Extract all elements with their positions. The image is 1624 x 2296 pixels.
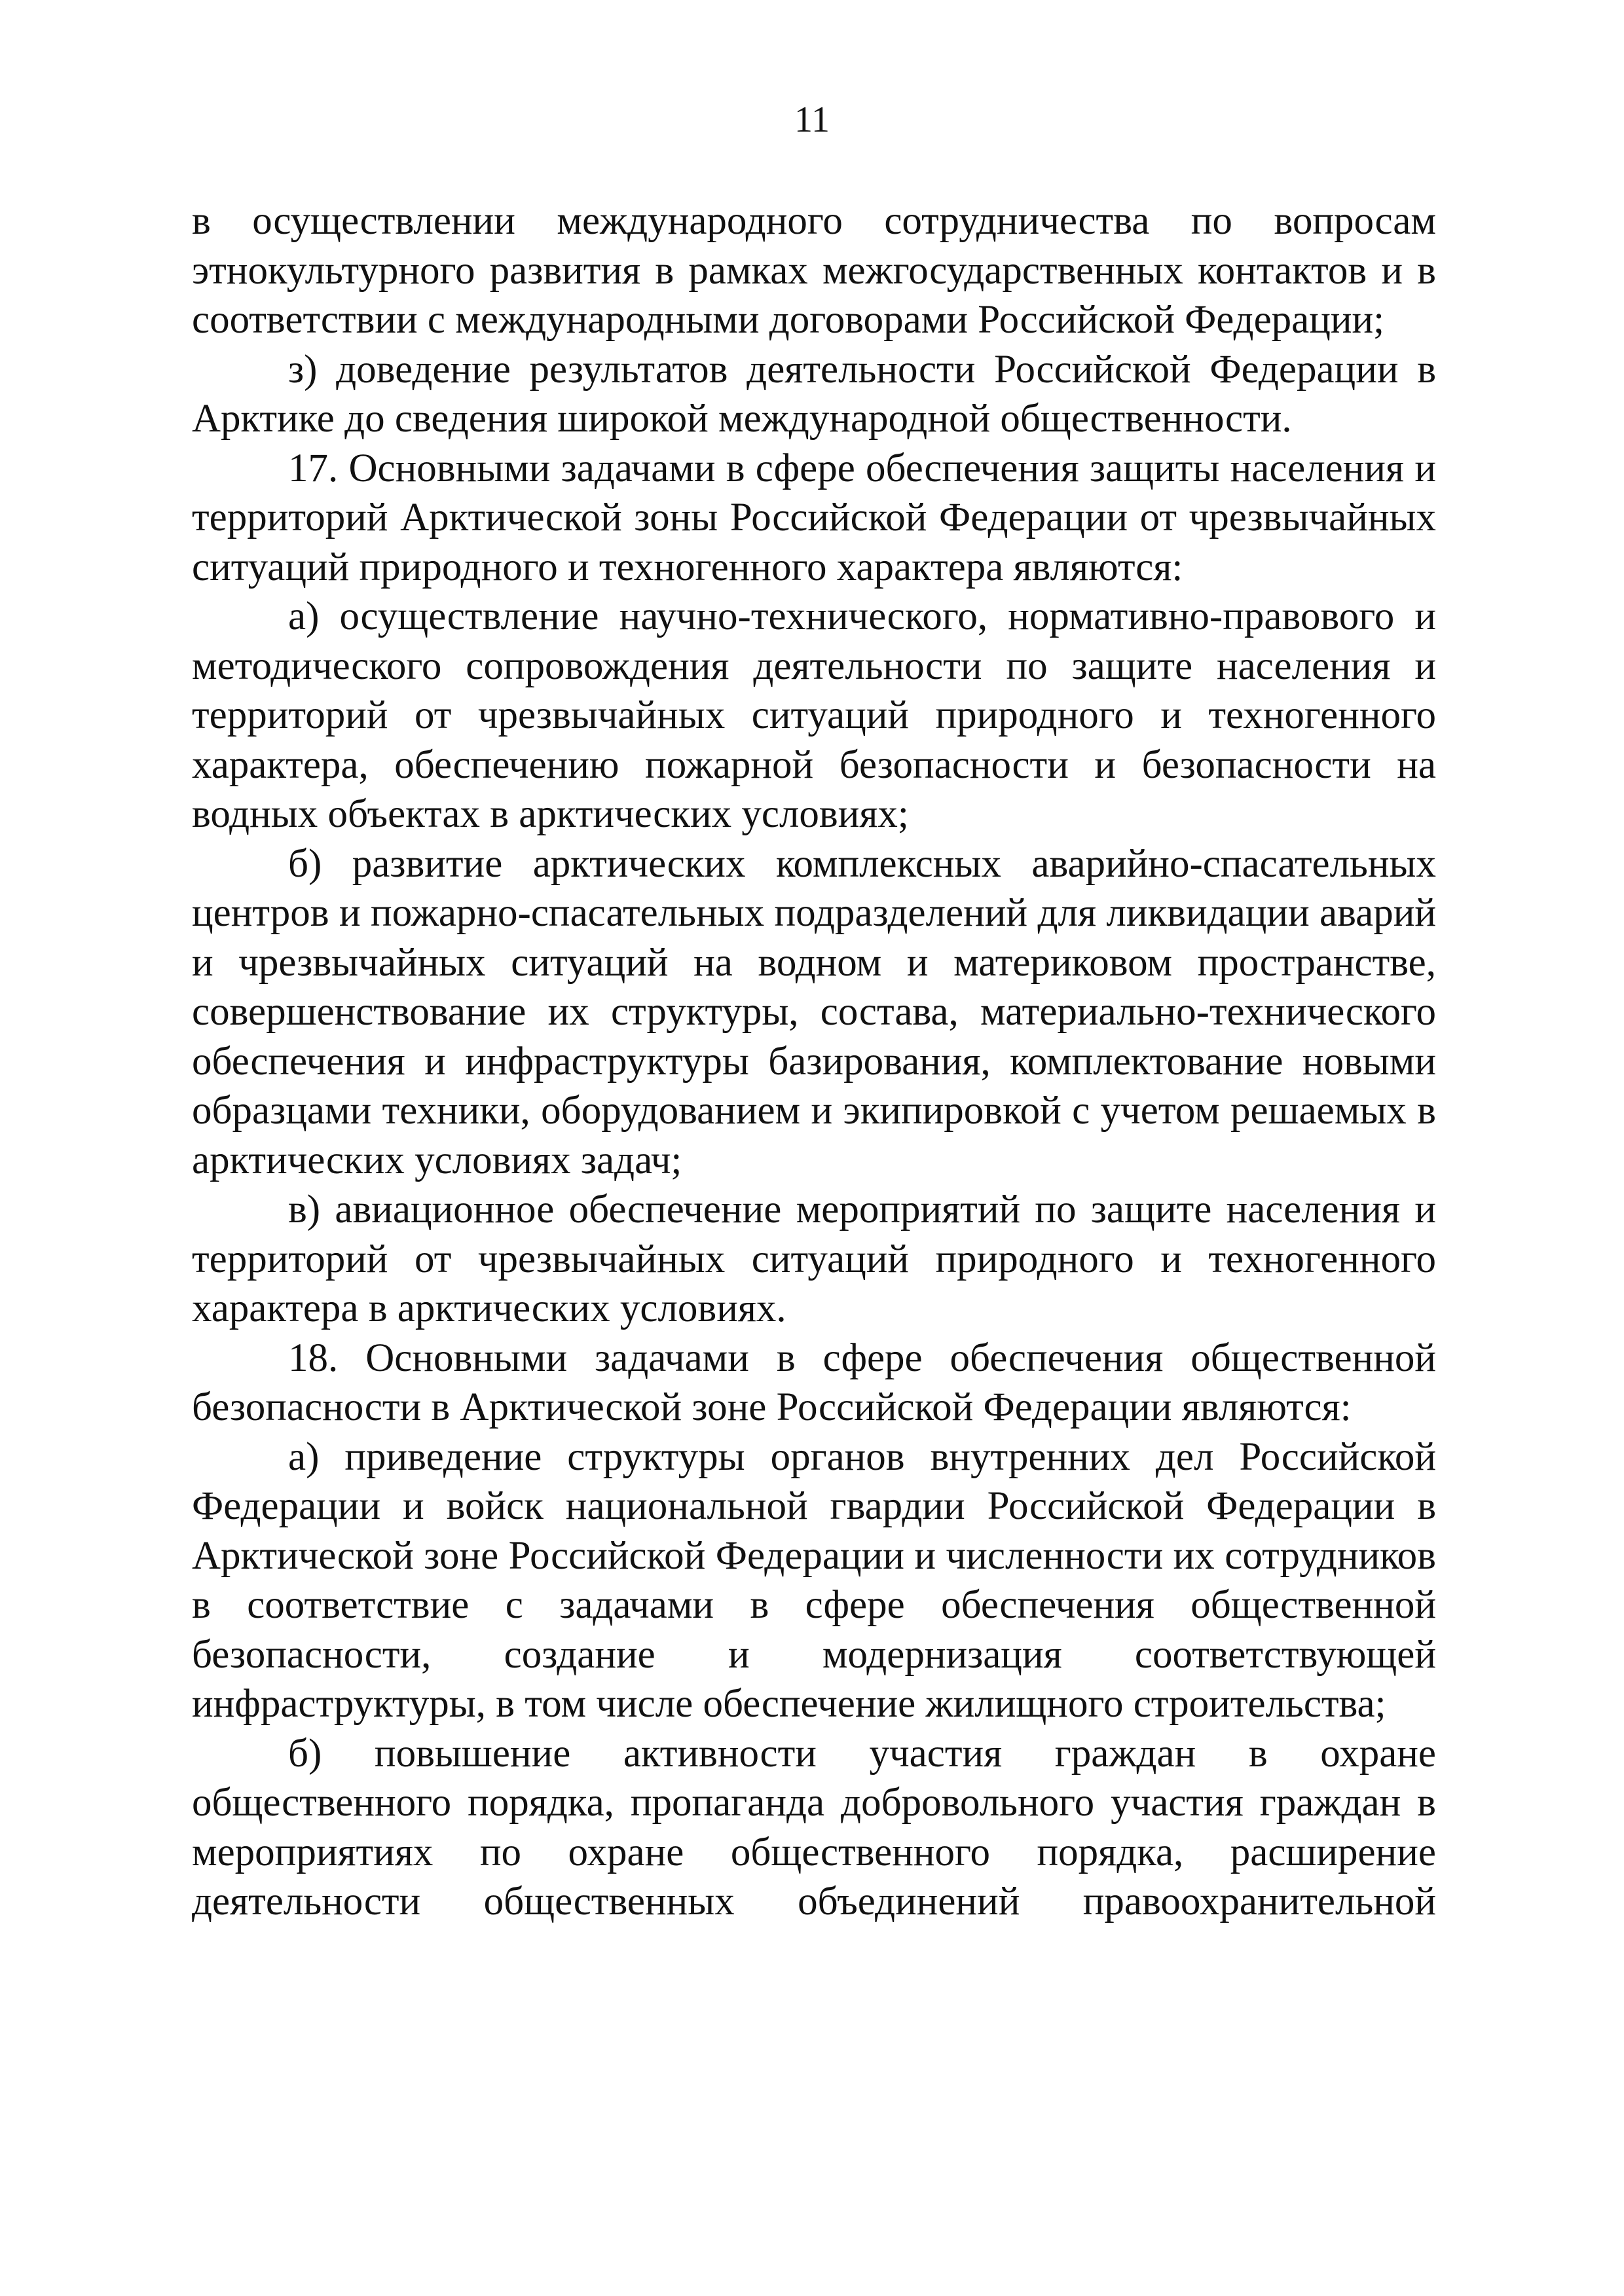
paragraph-continued-16: в осуществлении международного сотрудничества по вопросам этнокультурного развития в рамках межгосударственных контактов и в соответствии с международными договорами Российской Федерации; xyxy=(192,199,1436,342)
paragraph-18-a: а) приведение структуры органов внутренних дел Российской Федерации и войск национальной гвардии Российской Федерации в Арктической зоне Российской Федерации и численности их сотрудников в соответствие с задачами в сфере обеспечения общественной безопасности, создание и модернизация соответствующей инфраструктуры, в том числе обеспечение жилищного строительства; xyxy=(192,1434,1436,1726)
paragraph-17: 17. Основными задачами в сфере обеспечения защиты населения и территорий Арктической зоны Российской Федерации от чрезвычайных ситуаций природного и техногенного характера являются: xyxy=(192,446,1436,589)
paragraph-17-a: а) осуществление научно-технического, нормативно-правового и методического сопровождения деятельности по защите населения и территорий от чрезвычайных ситуаций природного и техногенного характера, обеспечению пожарной безопасности и безопасности на водных объектах в арктических условиях; xyxy=(192,594,1436,836)
document-body xyxy=(192,196,1436,1927)
page-number: 11 xyxy=(794,100,830,140)
paragraph-17-b: б) развитие арктических комплексных аварийно-спасательных центров и пожарно-спасательных подразделений для ликвидации аварий и чрезвычайных ситуаций на водном и материковом пространстве, совершенствование их структуры, состава, материально-технического обеспечения и инфраструктуры базирования, комплектование новыми образцами техники, оборудованием и экипировкой с учетом решаемых в арктических условиях задач; xyxy=(192,841,1436,1182)
paragraph-18: 18. Основными задачами в сфере обеспечения общественной безопасности в Арктической зоне Российской Федерации являются: xyxy=(192,1336,1436,1429)
paragraph-17-v: в) авиационное обеспечение мероприятий по защите населения и территорий от чрезвычайных ситуаций природного и техногенного характера в арктических условиях. xyxy=(192,1188,1436,1330)
paragraph-18-b: б) повышение активности участия граждан в охране общественного порядка, пропаганда добровольного участия граждан в мероприятиях по охране общественного порядка, расширение деятельности общественных объединений правоохранительной xyxy=(192,1731,1436,1923)
paragraph-16-z: з) доведение результатов деятельности Российской Федерации в Арктике до сведения широкой международной общественности. xyxy=(192,347,1436,441)
